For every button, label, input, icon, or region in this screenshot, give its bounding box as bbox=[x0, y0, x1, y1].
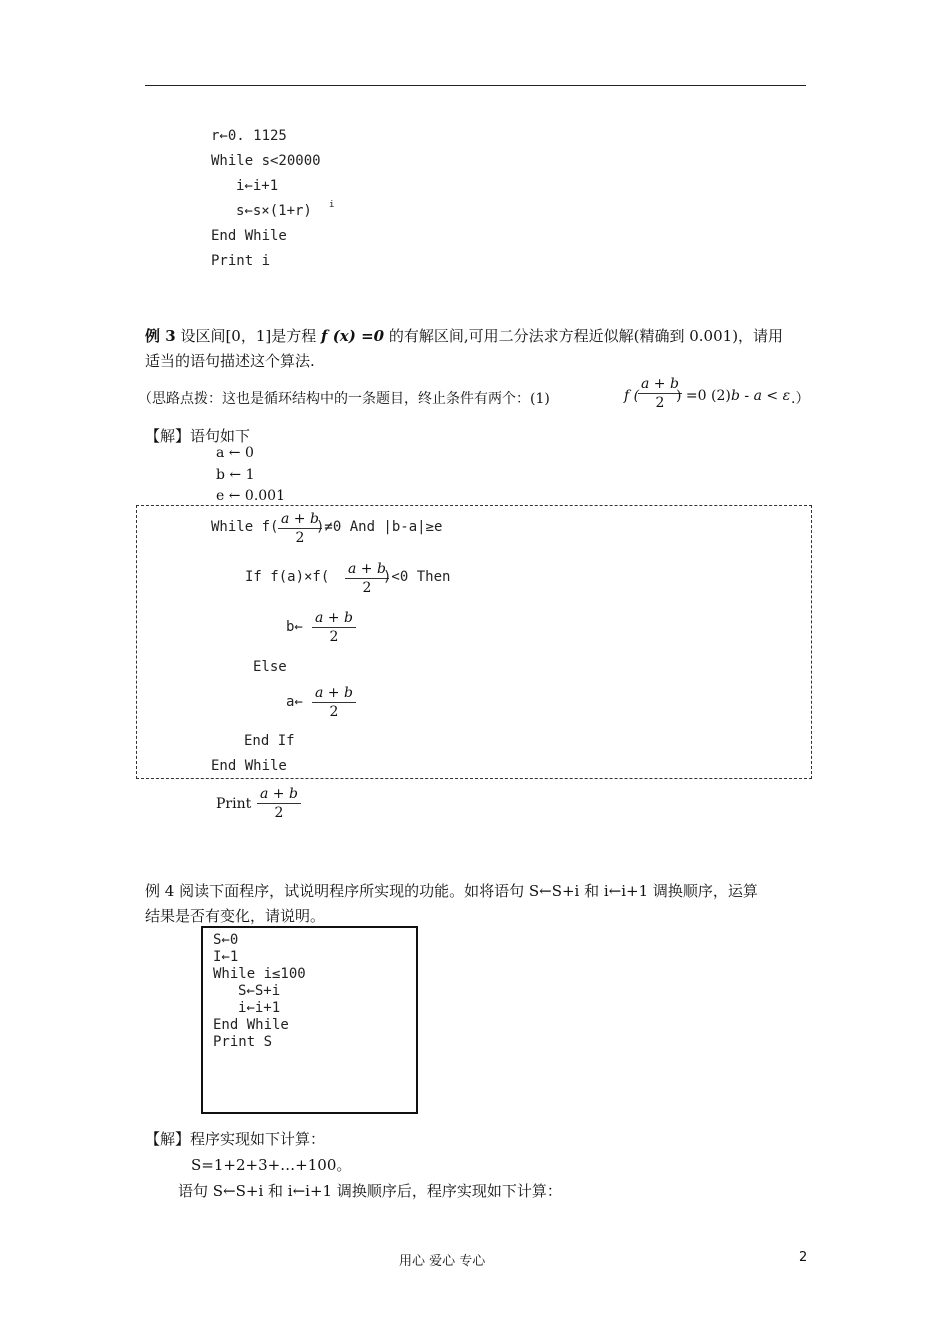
ex3-b-fraction: a + b 2 bbox=[312, 609, 356, 646]
ex3-print: Print bbox=[216, 796, 252, 812]
ex3-paragraph-line2: 适当的语句描述这个算法. bbox=[145, 352, 315, 370]
ex4-solution-label: 【解】程序实现如下计算： bbox=[145, 1130, 326, 1148]
code1-line6: Print i bbox=[211, 253, 271, 269]
code1-line2: While s<20000 bbox=[211, 153, 321, 169]
ex4-code-5: i←i+1 bbox=[238, 1000, 281, 1016]
ex4-code-2: I←1 bbox=[213, 949, 239, 965]
ex3-hint-b: ) =0 (2) bbox=[676, 388, 731, 404]
ex3-if-fraction: a + b 2 bbox=[345, 560, 389, 597]
ex3-b-assign: b← bbox=[286, 619, 303, 635]
ex3-hint-d: .） bbox=[791, 391, 810, 407]
ex4-code-3: While i≤100 bbox=[213, 966, 306, 982]
ex3-init-a: a ← 0 bbox=[216, 445, 254, 461]
ex4-line2: 结果是否有变化，请说明。 bbox=[145, 907, 326, 925]
ex3-loop-box bbox=[136, 505, 812, 779]
code1-line4: s←s×(1+r) bbox=[236, 203, 312, 219]
ex3-else: Else bbox=[253, 659, 287, 675]
page-number: 2 bbox=[799, 1250, 808, 1265]
ex3-print-fraction: a + b 2 bbox=[257, 785, 301, 822]
ex3-hint-a: （思路点拨：这也是循环结构中的一条题目，终止条件有两个：(1) bbox=[138, 391, 550, 407]
code1-line3: i←i+1 bbox=[236, 178, 279, 194]
ex3-text-a: 设区间[0，1]是方程 bbox=[180, 327, 317, 345]
ex4-after: 语句 S←S+i 和 i←i+1 调换顺序后，程序实现如下计算： bbox=[178, 1182, 562, 1200]
ex3-text-b: 的有解区间,可用二分法求方程近似解(精确到 0.001)，请用 bbox=[388, 327, 784, 345]
ex3-init-e: e ← 0.001 bbox=[216, 488, 285, 504]
ex3-hint-c: b - a < ε bbox=[731, 388, 791, 404]
ex3-label: 例 3 bbox=[145, 327, 176, 345]
ex3-hint-f: f ( bbox=[624, 388, 640, 404]
ex3-if-b: )<0 Then bbox=[383, 569, 451, 585]
ex3-init-b: b ← 1 bbox=[216, 467, 255, 483]
hint-frac-num: a + b bbox=[641, 376, 679, 392]
ex3-a-fraction: a + b 2 bbox=[312, 684, 356, 721]
ex4-sum: S=1+2+3+…+100。 bbox=[191, 1156, 352, 1174]
hint-frac-den: 2 bbox=[655, 395, 665, 411]
ex4-code-7: Print S bbox=[213, 1034, 273, 1050]
ex3-endif: End If bbox=[244, 733, 295, 749]
ex3-solution-label: 【解】语句如下 bbox=[145, 427, 251, 445]
ex3-if-a: If f(a)×f( bbox=[245, 569, 330, 585]
ex3-paragraph-line1 bbox=[145, 325, 783, 346]
code1-exponent: i bbox=[329, 200, 335, 210]
ex3-while-fraction: a + b 2 bbox=[278, 510, 322, 547]
code1-line1: r←0. 1125 bbox=[211, 128, 287, 144]
ex3-fx: f (x) =0 bbox=[321, 327, 385, 345]
ex3-a-assign: a← bbox=[286, 694, 303, 710]
ex3-while-a: While f( bbox=[211, 519, 279, 535]
ex4-line1: 例 4 阅读下面程序，试说明程序所实现的功能。如将语句 S←S+i 和 i←i+1 调换顺序，运算 bbox=[145, 882, 758, 900]
ex4-code-6: End While bbox=[213, 1017, 289, 1033]
footer-motto: 用心 爱心 专心 bbox=[399, 1254, 486, 1269]
ex3-endwhile: End While bbox=[211, 758, 287, 774]
ex4-code-4: S←S+i bbox=[238, 983, 281, 999]
header-rule bbox=[145, 85, 806, 86]
ex3-while-b: )≠0 And |b-a|≥e bbox=[316, 519, 443, 535]
code1-line5: End While bbox=[211, 228, 287, 244]
ex4-code-1: S←0 bbox=[213, 932, 239, 948]
